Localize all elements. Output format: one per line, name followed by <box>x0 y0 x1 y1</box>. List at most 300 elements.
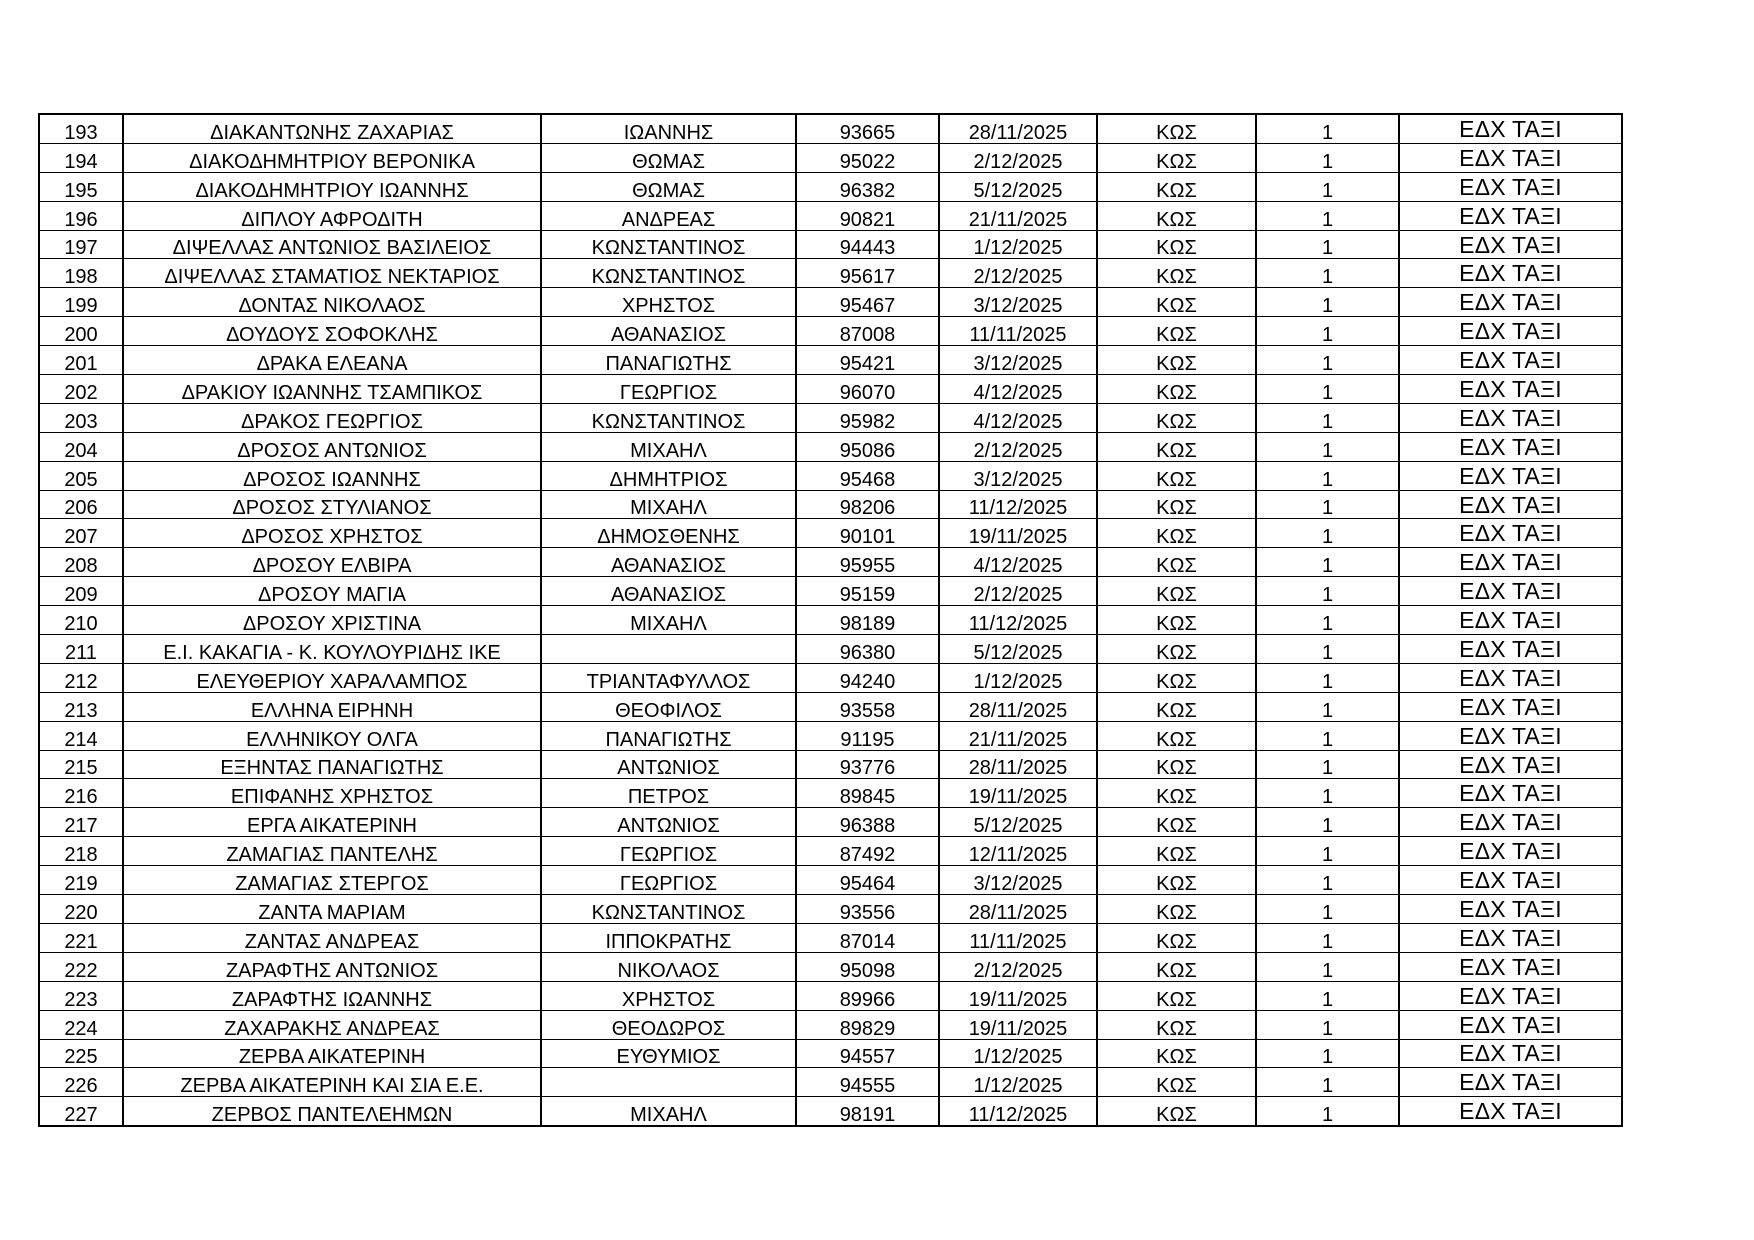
table-row <box>39 114 1622 143</box>
father-name-cell: ΚΩΝΣΤΑΝΤΙΝΟΣ <box>541 230 796 259</box>
name-cell: ΔΙΠΛΟΥ ΑΦΡΟΔΙΤΗ <box>123 201 541 230</box>
place-cell: ΚΩΣ <box>1097 692 1256 721</box>
category-cell: ΕΔΧ ΤΑΞΙ <box>1399 606 1622 635</box>
quantity-cell: 1 <box>1256 461 1399 490</box>
father-name-cell: ΧΡΗΣΤΟΣ <box>541 288 796 317</box>
row-number-cell: 210 <box>39 606 123 635</box>
date-cell: 5/12/2025 <box>939 808 1097 837</box>
date-cell: 3/12/2025 <box>939 346 1097 375</box>
quantity-cell: 1 <box>1256 114 1399 143</box>
row-number-cell: 197 <box>39 230 123 259</box>
code-cell: 87014 <box>796 923 939 952</box>
date-cell: 5/12/2025 <box>939 172 1097 201</box>
quantity-cell: 1 <box>1256 837 1399 866</box>
category-cell: ΕΔΧ ΤΑΞΙ <box>1399 952 1622 981</box>
category-cell: ΕΔΧ ΤΑΞΙ <box>1399 461 1622 490</box>
table-row <box>39 143 1622 172</box>
category-cell: ΕΔΧ ΤΑΞΙ <box>1399 779 1622 808</box>
table-row <box>39 1010 1622 1039</box>
code-cell: 91195 <box>796 721 939 750</box>
table-row <box>39 635 1622 664</box>
code-cell: 89845 <box>796 779 939 808</box>
place-cell: ΚΩΣ <box>1097 606 1256 635</box>
code-cell: 95468 <box>796 461 939 490</box>
code-cell: 89966 <box>796 981 939 1010</box>
table-row <box>39 663 1622 692</box>
name-cell: ΕΠΙΦΑΝΗΣ ΧΡΗΣΤΟΣ <box>123 779 541 808</box>
table-row <box>39 519 1622 548</box>
category-cell: ΕΔΧ ΤΑΞΙ <box>1399 432 1622 461</box>
table-row <box>39 490 1622 519</box>
code-cell: 98191 <box>796 1097 939 1126</box>
date-cell: 28/11/2025 <box>939 114 1097 143</box>
father-name-cell: ΑΘΑΝΑΣΙΟΣ <box>541 317 796 346</box>
table-row <box>39 259 1622 288</box>
code-cell: 87008 <box>796 317 939 346</box>
category-cell: ΕΔΧ ΤΑΞΙ <box>1399 230 1622 259</box>
place-cell: ΚΩΣ <box>1097 779 1256 808</box>
place-cell: ΚΩΣ <box>1097 403 1256 432</box>
name-cell: ΔΟΥΔΟΥΣ ΣΟΦΟΚΛΗΣ <box>123 317 541 346</box>
table-row <box>39 895 1622 924</box>
table-row <box>39 692 1622 721</box>
code-cell: 96380 <box>796 635 939 664</box>
code-cell: 95159 <box>796 577 939 606</box>
category-cell: ΕΔΧ ΤΑΞΙ <box>1399 981 1622 1010</box>
code-cell: 95955 <box>796 548 939 577</box>
date-cell: 3/12/2025 <box>939 461 1097 490</box>
date-cell: 19/11/2025 <box>939 519 1097 548</box>
quantity-cell: 1 <box>1256 1010 1399 1039</box>
category-cell: ΕΔΧ ΤΑΞΙ <box>1399 808 1622 837</box>
name-cell: ΔΡΑΚΑ ΕΛΕΑΝΑ <box>123 346 541 375</box>
name-cell: ΕΡΓΑ ΑΙΚΑΤΕΡΙΝΗ <box>123 808 541 837</box>
name-cell: ΖΕΡΒΟΣ ΠΑΝΤΕΛΕΗΜΩΝ <box>123 1097 541 1126</box>
quantity-cell: 1 <box>1256 432 1399 461</box>
row-number-cell: 222 <box>39 952 123 981</box>
name-cell: ΔΙΑΚΑΝΤΩΝΗΣ ΖΑΧΑΡΙΑΣ <box>123 114 541 143</box>
place-cell: ΚΩΣ <box>1097 1068 1256 1097</box>
quantity-cell: 1 <box>1256 317 1399 346</box>
date-cell: 1/12/2025 <box>939 230 1097 259</box>
name-cell: ΕΞΗΝΤΑΣ ΠΑΝΑΓΙΩΤΗΣ <box>123 750 541 779</box>
code-cell: 94555 <box>796 1068 939 1097</box>
name-cell: ΖΑΝΤΑ ΜΑΡΙΑΜ <box>123 895 541 924</box>
date-cell: 19/11/2025 <box>939 981 1097 1010</box>
category-cell: ΕΔΧ ΤΑΞΙ <box>1399 490 1622 519</box>
date-cell: 2/12/2025 <box>939 259 1097 288</box>
place-cell: ΚΩΣ <box>1097 317 1256 346</box>
place-cell: ΚΩΣ <box>1097 375 1256 404</box>
table-row <box>39 1039 1622 1068</box>
date-cell: 2/12/2025 <box>939 952 1097 981</box>
place-cell: ΚΩΣ <box>1097 172 1256 201</box>
quantity-cell: 1 <box>1256 663 1399 692</box>
table-row <box>39 201 1622 230</box>
category-cell: ΕΔΧ ΤΑΞΙ <box>1399 403 1622 432</box>
row-number-cell: 205 <box>39 461 123 490</box>
quantity-cell: 1 <box>1256 721 1399 750</box>
quantity-cell: 1 <box>1256 779 1399 808</box>
table-row <box>39 548 1622 577</box>
name-cell: ΖΑΜΑΓΙΑΣ ΣΤΕΡΓΟΣ <box>123 866 541 895</box>
code-cell: 95464 <box>796 866 939 895</box>
row-number-cell: 218 <box>39 837 123 866</box>
row-number-cell: 213 <box>39 692 123 721</box>
category-cell: ΕΔΧ ΤΑΞΙ <box>1399 346 1622 375</box>
date-cell: 12/11/2025 <box>939 837 1097 866</box>
category-cell: ΕΔΧ ΤΑΞΙ <box>1399 750 1622 779</box>
row-number-cell: 225 <box>39 1039 123 1068</box>
name-cell: ΔΡΟΣΟΥ ΕΛΒΙΡΑ <box>123 548 541 577</box>
father-name-cell: ΚΩΝΣΤΑΝΤΙΝΟΣ <box>541 403 796 432</box>
quantity-cell: 1 <box>1256 866 1399 895</box>
place-cell: ΚΩΣ <box>1097 635 1256 664</box>
code-cell: 93558 <box>796 692 939 721</box>
registry-table-body <box>39 114 1622 1126</box>
code-cell: 95022 <box>796 143 939 172</box>
date-cell: 4/12/2025 <box>939 375 1097 404</box>
quantity-cell: 1 <box>1256 288 1399 317</box>
quantity-cell: 1 <box>1256 548 1399 577</box>
table-row <box>39 808 1622 837</box>
table-row <box>39 952 1622 981</box>
name-cell: ΖΕΡΒΑ ΑΙΚΑΤΕΡΙΝΗ <box>123 1039 541 1068</box>
category-cell: ΕΔΧ ΤΑΞΙ <box>1399 923 1622 952</box>
name-cell: ΖΑΧΑΡΑΚΗΣ ΑΝΔΡΕΑΣ <box>123 1010 541 1039</box>
category-cell: ΕΔΧ ΤΑΞΙ <box>1399 1068 1622 1097</box>
place-cell: ΚΩΣ <box>1097 577 1256 606</box>
place-cell: ΚΩΣ <box>1097 721 1256 750</box>
category-cell: ΕΔΧ ΤΑΞΙ <box>1399 375 1622 404</box>
date-cell: 21/11/2025 <box>939 721 1097 750</box>
table-row <box>39 981 1622 1010</box>
table-row <box>39 432 1622 461</box>
place-cell: ΚΩΣ <box>1097 461 1256 490</box>
row-number-cell: 227 <box>39 1097 123 1126</box>
date-cell: 4/12/2025 <box>939 548 1097 577</box>
quantity-cell: 1 <box>1256 519 1399 548</box>
row-number-cell: 200 <box>39 317 123 346</box>
date-cell: 11/11/2025 <box>939 923 1097 952</box>
quantity-cell: 1 <box>1256 490 1399 519</box>
father-name-cell: ΜΙΧΑΗΛ <box>541 1097 796 1126</box>
quantity-cell: 1 <box>1256 230 1399 259</box>
table-row <box>39 172 1622 201</box>
name-cell: ΔΡΟΣΟΥ ΜΑΓΙΑ <box>123 577 541 606</box>
quantity-cell: 1 <box>1256 923 1399 952</box>
code-cell: 90821 <box>796 201 939 230</box>
name-cell: ΔΙΑΚΟΔΗΜΗΤΡΙΟΥ ΙΩΑΝΝΗΣ <box>123 172 541 201</box>
row-number-cell: 209 <box>39 577 123 606</box>
row-number-cell: 198 <box>39 259 123 288</box>
code-cell: 96070 <box>796 375 939 404</box>
category-cell: ΕΔΧ ΤΑΞΙ <box>1399 577 1622 606</box>
place-cell: ΚΩΣ <box>1097 1010 1256 1039</box>
place-cell: ΚΩΣ <box>1097 201 1256 230</box>
row-number-cell: 206 <box>39 490 123 519</box>
code-cell: 95617 <box>796 259 939 288</box>
name-cell: ΔΙΨΕΛΛΑΣ ΣΤΑΜΑΤΙΟΣ ΝΕΚΤΑΡΙΟΣ <box>123 259 541 288</box>
row-number-cell: 195 <box>39 172 123 201</box>
name-cell: ΖΑΡΑΦΤΗΣ ΙΩΑΝΝΗΣ <box>123 981 541 1010</box>
name-cell: ΔΡΟΣΟΣ ΙΩΑΝΝΗΣ <box>123 461 541 490</box>
row-number-cell: 226 <box>39 1068 123 1097</box>
table-row <box>39 288 1622 317</box>
table-row <box>39 461 1622 490</box>
category-cell: ΕΔΧ ΤΑΞΙ <box>1399 114 1622 143</box>
table-row <box>39 837 1622 866</box>
code-cell: 96388 <box>796 808 939 837</box>
quantity-cell: 1 <box>1256 606 1399 635</box>
father-name-cell: ΑΝΤΩΝΙΟΣ <box>541 750 796 779</box>
code-cell: 95086 <box>796 432 939 461</box>
quantity-cell: 1 <box>1256 981 1399 1010</box>
place-cell: ΚΩΣ <box>1097 1097 1256 1126</box>
code-cell: 95098 <box>796 952 939 981</box>
name-cell: ΖΑΝΤΑΣ ΑΝΔΡΕΑΣ <box>123 923 541 952</box>
name-cell: ΔΙΑΚΟΔΗΜΗΤΡΙΟΥ ΒΕΡΟΝΙΚΑ <box>123 143 541 172</box>
quantity-cell: 1 <box>1256 201 1399 230</box>
father-name-cell: ΠΑΝΑΓΙΩΤΗΣ <box>541 721 796 750</box>
row-number-cell: 203 <box>39 403 123 432</box>
father-name-cell <box>541 1068 796 1097</box>
father-name-cell: ΑΘΑΝΑΣΙΟΣ <box>541 577 796 606</box>
date-cell: 19/11/2025 <box>939 779 1097 808</box>
name-cell: ΔΙΨΕΛΛΑΣ ΑΝΤΩΝΙΟΣ ΒΑΣΙΛΕΙΟΣ <box>123 230 541 259</box>
table-row <box>39 750 1622 779</box>
date-cell: 5/12/2025 <box>939 635 1097 664</box>
quantity-cell: 1 <box>1256 577 1399 606</box>
quantity-cell: 1 <box>1256 692 1399 721</box>
table-row <box>39 1068 1622 1097</box>
name-cell: ΖΑΡΑΦΤΗΣ ΑΝΤΩΝΙΟΣ <box>123 952 541 981</box>
quantity-cell: 1 <box>1256 952 1399 981</box>
quantity-cell: 1 <box>1256 808 1399 837</box>
place-cell: ΚΩΣ <box>1097 866 1256 895</box>
table-row <box>39 375 1622 404</box>
quantity-cell: 1 <box>1256 375 1399 404</box>
father-name-cell: ΠΕΤΡΟΣ <box>541 779 796 808</box>
row-number-cell: 217 <box>39 808 123 837</box>
date-cell: 11/11/2025 <box>939 317 1097 346</box>
table-row <box>39 577 1622 606</box>
name-cell: ΖΕΡΒΑ ΑΙΚΑΤΕΡΙΝΗ ΚΑΙ ΣΙΑ Ε.Ε. <box>123 1068 541 1097</box>
code-cell: 93665 <box>796 114 939 143</box>
place-cell: ΚΩΣ <box>1097 259 1256 288</box>
place-cell: ΚΩΣ <box>1097 114 1256 143</box>
date-cell: 19/11/2025 <box>939 1010 1097 1039</box>
date-cell: 28/11/2025 <box>939 895 1097 924</box>
date-cell: 21/11/2025 <box>939 201 1097 230</box>
category-cell: ΕΔΧ ΤΑΞΙ <box>1399 201 1622 230</box>
father-name-cell: ΤΡΙΑΝΤΑΦΥΛΛΟΣ <box>541 663 796 692</box>
quantity-cell: 1 <box>1256 895 1399 924</box>
category-cell: ΕΔΧ ΤΑΞΙ <box>1399 1097 1622 1126</box>
table-row <box>39 346 1622 375</box>
father-name-cell: ΚΩΝΣΤΑΝΤΙΝΟΣ <box>541 259 796 288</box>
father-name-cell: ΚΩΝΣΤΑΝΤΙΝΟΣ <box>541 895 796 924</box>
category-cell: ΕΔΧ ΤΑΞΙ <box>1399 1039 1622 1068</box>
name-cell: ΔΡΟΣΟΣ ΣΤΥΛΙΑΝΟΣ <box>123 490 541 519</box>
place-cell: ΚΩΣ <box>1097 895 1256 924</box>
category-cell: ΕΔΧ ΤΑΞΙ <box>1399 692 1622 721</box>
father-name-cell <box>541 635 796 664</box>
code-cell: 95421 <box>796 346 939 375</box>
place-cell: ΚΩΣ <box>1097 346 1256 375</box>
quantity-cell: 1 <box>1256 403 1399 432</box>
row-number-cell: 201 <box>39 346 123 375</box>
category-cell: ΕΔΧ ΤΑΞΙ <box>1399 548 1622 577</box>
quantity-cell: 1 <box>1256 346 1399 375</box>
row-number-cell: 199 <box>39 288 123 317</box>
name-cell: ΔΡΟΣΟΣ ΧΡΗΣΤΟΣ <box>123 519 541 548</box>
father-name-cell: ΕΥΘΥΜΙΟΣ <box>541 1039 796 1068</box>
father-name-cell: ΘΩΜΑΣ <box>541 172 796 201</box>
quantity-cell: 1 <box>1256 1097 1399 1126</box>
date-cell: 28/11/2025 <box>939 692 1097 721</box>
name-cell: ΔΡΑΚΙΟΥ ΙΩΑΝΝΗΣ ΤΣΑΜΠΙΚΟΣ <box>123 375 541 404</box>
father-name-cell: ΑΘΑΝΑΣΙΟΣ <box>541 548 796 577</box>
table-row <box>39 721 1622 750</box>
row-number-cell: 202 <box>39 375 123 404</box>
row-number-cell: 193 <box>39 114 123 143</box>
date-cell: 11/12/2025 <box>939 606 1097 635</box>
row-number-cell: 223 <box>39 981 123 1010</box>
table-row <box>39 779 1622 808</box>
category-cell: ΕΔΧ ΤΑΞΙ <box>1399 635 1622 664</box>
quantity-cell: 1 <box>1256 1068 1399 1097</box>
father-name-cell: ΙΩΑΝΝΗΣ <box>541 114 796 143</box>
father-name-cell: ΘΕΟΦΙΛΟΣ <box>541 692 796 721</box>
code-cell: 93556 <box>796 895 939 924</box>
table-row <box>39 403 1622 432</box>
place-cell: ΚΩΣ <box>1097 923 1256 952</box>
place-cell: ΚΩΣ <box>1097 808 1256 837</box>
place-cell: ΚΩΣ <box>1097 1039 1256 1068</box>
code-cell: 94557 <box>796 1039 939 1068</box>
row-number-cell: 224 <box>39 1010 123 1039</box>
father-name-cell: ΑΝΔΡΕΑΣ <box>541 201 796 230</box>
category-cell: ΕΔΧ ΤΑΞΙ <box>1399 663 1622 692</box>
place-cell: ΚΩΣ <box>1097 432 1256 461</box>
category-cell: ΕΔΧ ΤΑΞΙ <box>1399 259 1622 288</box>
date-cell: 1/12/2025 <box>939 1068 1097 1097</box>
father-name-cell: ΧΡΗΣΤΟΣ <box>541 981 796 1010</box>
quantity-cell: 1 <box>1256 172 1399 201</box>
category-cell: ΕΔΧ ΤΑΞΙ <box>1399 895 1622 924</box>
name-cell: ΖΑΜΑΓΙΑΣ ΠΑΝΤΕΛΗΣ <box>123 837 541 866</box>
date-cell: 4/12/2025 <box>939 403 1097 432</box>
table-row <box>39 606 1622 635</box>
row-number-cell: 219 <box>39 866 123 895</box>
father-name-cell: ΓΕΩΡΓΙΟΣ <box>541 866 796 895</box>
name-cell: Ε.Ι. ΚΑΚΑΓΙΑ - Κ. ΚΟΥΛΟΥΡΙΔΗΣ ΙΚΕ <box>123 635 541 664</box>
category-cell: ΕΔΧ ΤΑΞΙ <box>1399 143 1622 172</box>
category-cell: ΕΔΧ ΤΑΞΙ <box>1399 317 1622 346</box>
category-cell: ΕΔΧ ΤΑΞΙ <box>1399 519 1622 548</box>
category-cell: ΕΔΧ ΤΑΞΙ <box>1399 866 1622 895</box>
row-number-cell: 214 <box>39 721 123 750</box>
quantity-cell: 1 <box>1256 143 1399 172</box>
father-name-cell: ΘΩΜΑΣ <box>541 143 796 172</box>
date-cell: 11/12/2025 <box>939 490 1097 519</box>
code-cell: 94443 <box>796 230 939 259</box>
date-cell: 2/12/2025 <box>939 432 1097 461</box>
row-number-cell: 215 <box>39 750 123 779</box>
row-number-cell: 194 <box>39 143 123 172</box>
father-name-cell: ΜΙΧΑΗΛ <box>541 490 796 519</box>
table-row <box>39 866 1622 895</box>
place-cell: ΚΩΣ <box>1097 981 1256 1010</box>
row-number-cell: 221 <box>39 923 123 952</box>
table-row <box>39 1097 1622 1126</box>
place-cell: ΚΩΣ <box>1097 750 1256 779</box>
code-cell: 93776 <box>796 750 939 779</box>
place-cell: ΚΩΣ <box>1097 952 1256 981</box>
quantity-cell: 1 <box>1256 750 1399 779</box>
father-name-cell: ΓΕΩΡΓΙΟΣ <box>541 375 796 404</box>
place-cell: ΚΩΣ <box>1097 837 1256 866</box>
place-cell: ΚΩΣ <box>1097 490 1256 519</box>
row-number-cell: 211 <box>39 635 123 664</box>
quantity-cell: 1 <box>1256 259 1399 288</box>
father-name-cell: ΑΝΤΩΝΙΟΣ <box>541 808 796 837</box>
category-cell: ΕΔΧ ΤΑΞΙ <box>1399 172 1622 201</box>
row-number-cell: 212 <box>39 663 123 692</box>
date-cell: 11/12/2025 <box>939 1097 1097 1126</box>
row-number-cell: 216 <box>39 779 123 808</box>
table-row <box>39 317 1622 346</box>
father-name-cell: ΔΗΜΗΤΡΙΟΣ <box>541 461 796 490</box>
code-cell: 89829 <box>796 1010 939 1039</box>
father-name-cell: ΔΗΜΟΣΘΕΝΗΣ <box>541 519 796 548</box>
father-name-cell: ΙΠΠΟΚΡΑΤΗΣ <box>541 923 796 952</box>
row-number-cell: 220 <box>39 895 123 924</box>
father-name-cell: ΠΑΝΑΓΙΩΤΗΣ <box>541 346 796 375</box>
quantity-cell: 1 <box>1256 635 1399 664</box>
date-cell: 1/12/2025 <box>939 1039 1097 1068</box>
code-cell: 90101 <box>796 519 939 548</box>
name-cell: ΕΛΛΗΝΙΚΟΥ ΟΛΓΑ <box>123 721 541 750</box>
name-cell: ΔΟΝΤΑΣ ΝΙΚΟΛΑΟΣ <box>123 288 541 317</box>
father-name-cell: ΜΙΧΑΗΛ <box>541 432 796 461</box>
category-cell: ΕΔΧ ΤΑΞΙ <box>1399 837 1622 866</box>
code-cell: 98206 <box>796 490 939 519</box>
place-cell: ΚΩΣ <box>1097 519 1256 548</box>
father-name-cell: ΓΕΩΡΓΙΟΣ <box>541 837 796 866</box>
row-number-cell: 196 <box>39 201 123 230</box>
name-cell: ΕΛΕΥΘΕΡΙΟΥ ΧΑΡΑΛΑΜΠΟΣ <box>123 663 541 692</box>
code-cell: 98189 <box>796 606 939 635</box>
place-cell: ΚΩΣ <box>1097 143 1256 172</box>
table-row <box>39 923 1622 952</box>
code-cell: 96382 <box>796 172 939 201</box>
name-cell: ΔΡΑΚΟΣ ΓΕΩΡΓΙΟΣ <box>123 403 541 432</box>
row-number-cell: 208 <box>39 548 123 577</box>
name-cell: ΔΡΟΣΟΥ ΧΡΙΣΤΙΝΑ <box>123 606 541 635</box>
date-cell: 1/12/2025 <box>939 663 1097 692</box>
date-cell: 2/12/2025 <box>939 143 1097 172</box>
quantity-cell: 1 <box>1256 1039 1399 1068</box>
code-cell: 87492 <box>796 837 939 866</box>
place-cell: ΚΩΣ <box>1097 548 1256 577</box>
code-cell: 95982 <box>796 403 939 432</box>
name-cell: ΕΛΛΗΝΑ ΕΙΡΗΝΗ <box>123 692 541 721</box>
father-name-cell: ΜΙΧΑΗΛ <box>541 606 796 635</box>
place-cell: ΚΩΣ <box>1097 663 1256 692</box>
date-cell: 2/12/2025 <box>939 577 1097 606</box>
